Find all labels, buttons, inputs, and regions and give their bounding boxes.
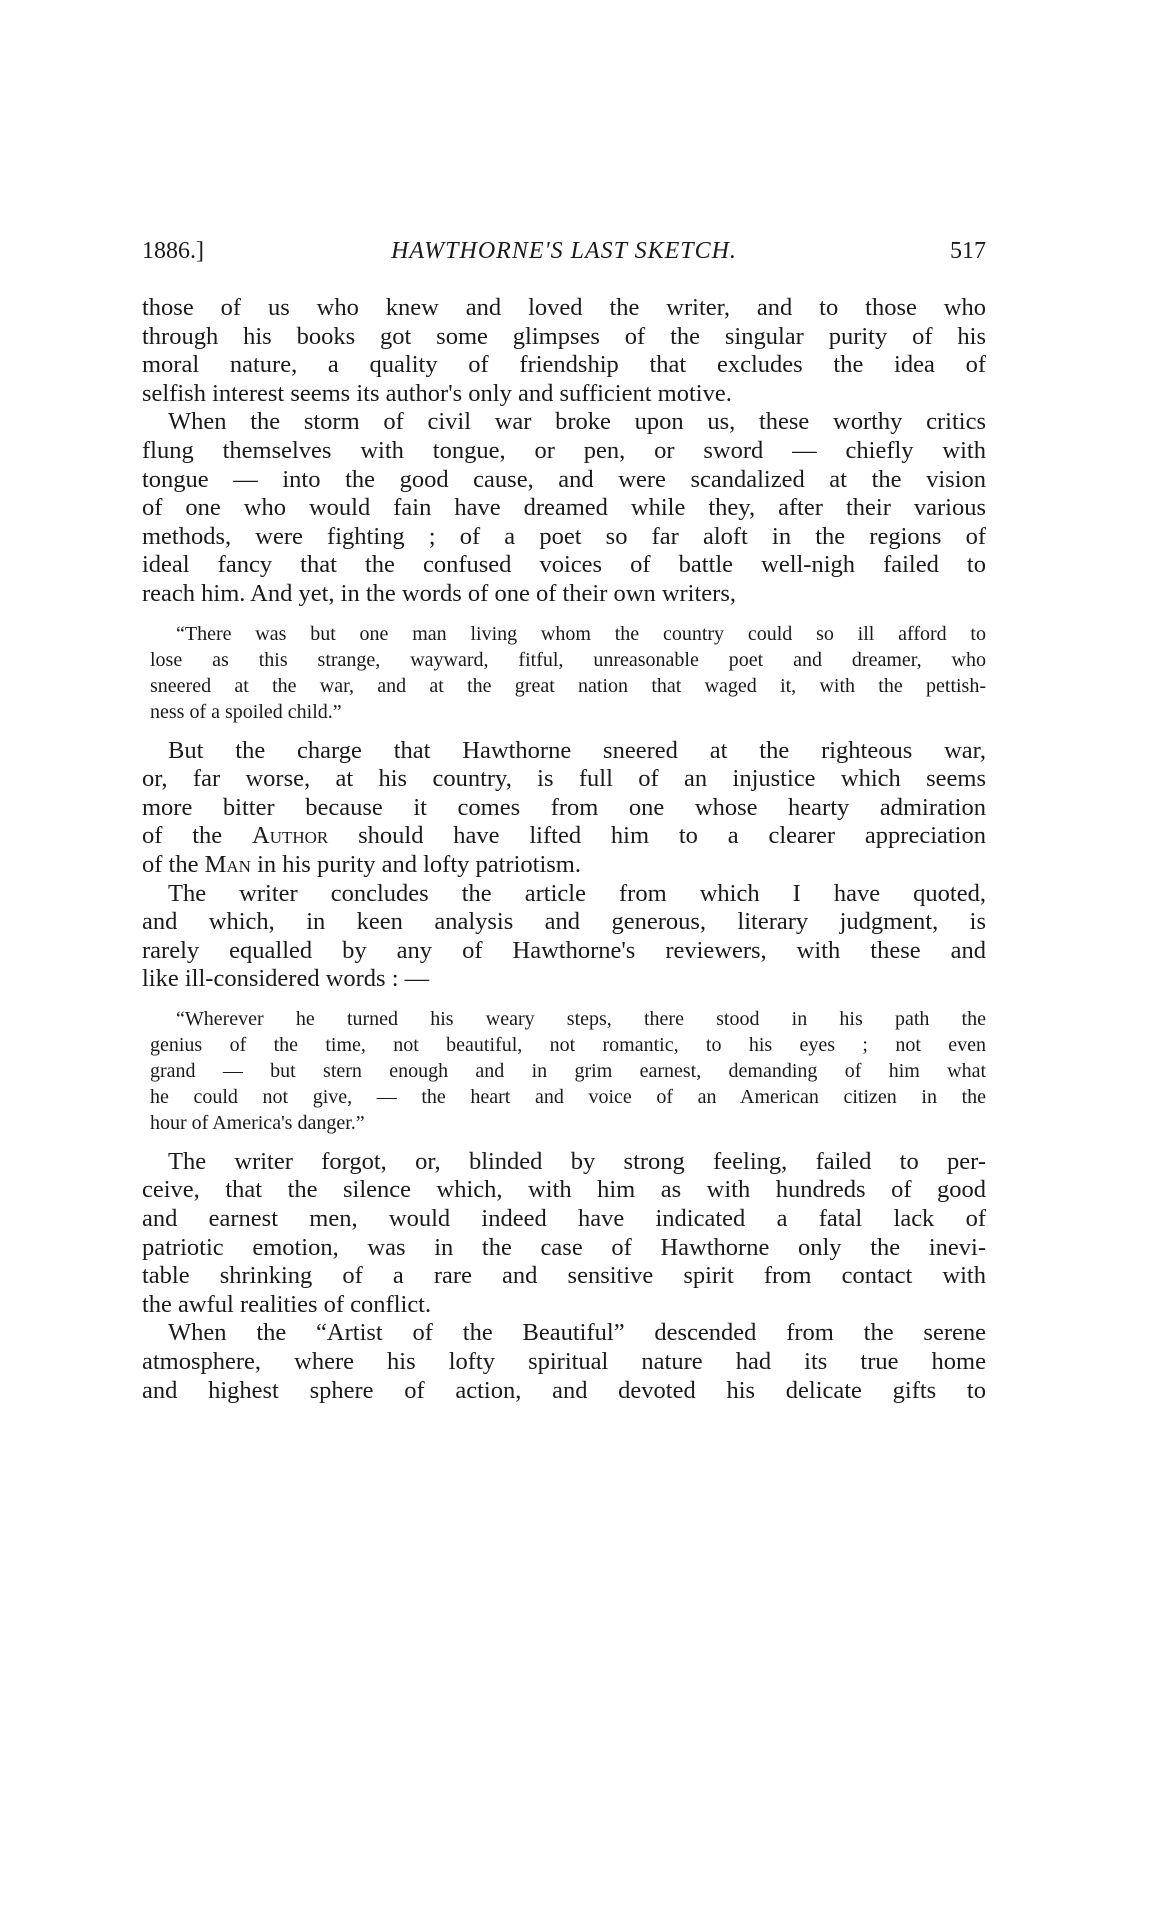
- text-line: those of us who knew and loved the writer, and to those who: [142, 294, 986, 321]
- page-body: [142, 294, 986, 1405]
- quote-line: grand — but stern enough and in grim earnest, demanding of him what: [150, 1059, 986, 1082]
- paragraph: [142, 737, 986, 880]
- text-line: selfish interest seems its author's only and sufficient motive.: [142, 379, 732, 407]
- paragraph: [142, 1148, 986, 1320]
- quote-line: lose as this strange, wayward, fitful, unreasonable poet and dreamer, who: [150, 648, 986, 671]
- quote-line: “There was but one man living whom the country could so ill afford to: [176, 622, 986, 645]
- paragraph: [142, 294, 986, 408]
- running-header: [142, 238, 986, 268]
- block-quote: [142, 621, 986, 725]
- text-line: the awful realities of conflict.: [142, 1290, 432, 1318]
- text-line: and earnest men, would indeed have indicated a fatal lack of: [142, 1205, 986, 1233]
- text-line: reach him. And yet, in the words of one of their own writers,: [142, 579, 736, 607]
- book-page: [142, 238, 986, 1405]
- text-line: and which, in keen analysis and generous, literary judgment, is: [142, 908, 986, 936]
- paragraph: [142, 408, 986, 608]
- text-line: But the charge that Hawthorne sneered at the righteous war,: [168, 736, 986, 764]
- text-line: through his books got some glimpses of the singular purity of his: [142, 322, 986, 350]
- text-line: atmosphere, where his lofty spiritual nature had its true home: [142, 1348, 986, 1376]
- text-line: The writer forgot, or, blinded by strong feeling, failed to per-: [168, 1147, 986, 1175]
- text-line: methods, were fighting ; of a poet so far aloft in the regions of: [142, 522, 986, 550]
- paragraph: [142, 1319, 986, 1405]
- text-line: like ill-considered words : —: [142, 965, 430, 993]
- quote-line: genius of the time, not beautiful, not romantic, to his eyes ; not even: [150, 1033, 986, 1056]
- quote-line: hour of America's danger.”: [150, 1111, 365, 1134]
- text-line: of the Author should have lifted him to a clearer appreciation: [142, 822, 986, 850]
- quote-line: ness of a spoiled child.”: [150, 700, 342, 723]
- header-year: 1886.]: [142, 238, 204, 264]
- text-line: or, far worse, at his country, is full of an injustice which seems: [142, 765, 986, 793]
- text-line: ideal fancy that the confused voices of battle well-nigh failed to: [142, 551, 986, 579]
- quote-line: he could not give, — the heart and voice of an American citizen in the: [150, 1085, 986, 1108]
- text-line: When the storm of civil war broke upon us, these worthy critics: [168, 408, 986, 436]
- paragraph: [142, 880, 986, 994]
- quote-line: sneered at the war, and at the great nation that waged it, with the pettish-: [150, 674, 986, 697]
- quote-line: “Wherever he turned his weary steps, there stood in his path the: [176, 1007, 986, 1030]
- text-line: When the “Artist of the Beautiful” descended from the serene: [168, 1319, 986, 1347]
- text-line: rarely equalled by any of Hawthorne's reviewers, with these and: [142, 936, 986, 964]
- small-caps-word: Author: [252, 822, 329, 850]
- text-line: moral nature, a quality of friendship that excludes the idea of: [142, 351, 986, 379]
- header-title: HAWTHORNE'S LAST SKETCH.: [391, 238, 737, 264]
- text-line: ceive, that the silence which, with him as with hundreds of good: [142, 1176, 986, 1204]
- text-line: tongue — into the good cause, and were scandalized at the vision: [142, 465, 986, 493]
- text-line: and highest sphere of action, and devoted his delicate gifts to: [142, 1376, 986, 1404]
- text-line: The writer concludes the article from which I have quoted,: [168, 879, 986, 907]
- text-line: table shrinking of a rare and sensitive spirit from contact with: [142, 1262, 986, 1290]
- block-quote: [142, 1006, 986, 1136]
- text-line: flung themselves with tongue, or pen, or sword — chiefly with: [142, 436, 986, 464]
- text-line: of the Man in his purity and lofty patriotism.: [142, 850, 581, 878]
- page-number: 517: [950, 238, 986, 264]
- small-caps-word: Man: [204, 850, 251, 878]
- text-line: patriotic emotion, was in the case of Hawthorne only the inevi-: [142, 1233, 986, 1261]
- text-line: of one who would fain have dreamed while they, after their various: [142, 494, 986, 522]
- text-line: more bitter because it comes from one whose hearty admiration: [142, 793, 986, 821]
